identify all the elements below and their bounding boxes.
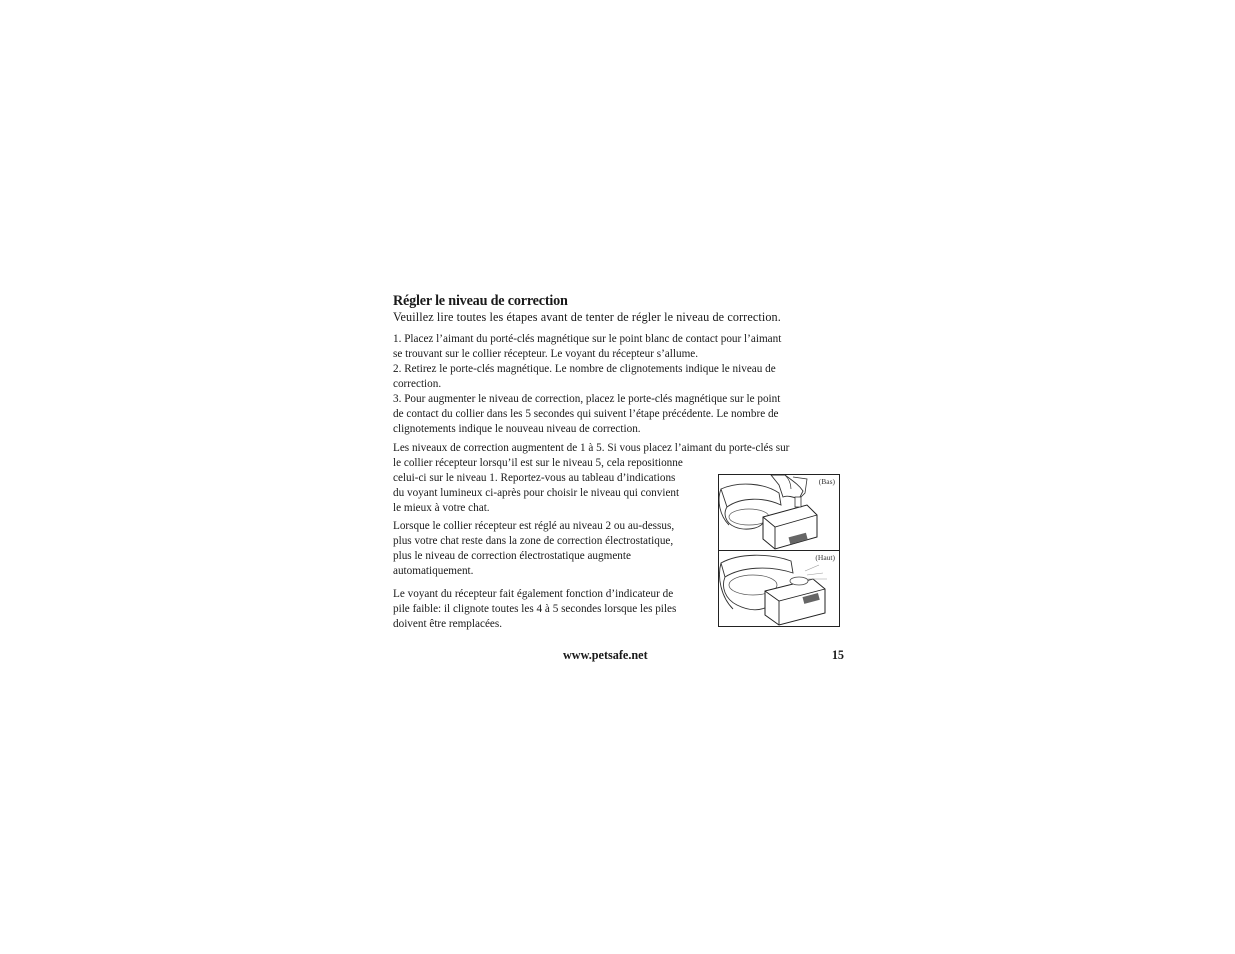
footer-website: www.petsafe.net xyxy=(563,648,648,662)
collar-receiver-drawing xyxy=(719,475,839,550)
paragraph-line: le collier récepteur lorsqu’il est sur le niveau 5, cela repositionne xyxy=(393,457,683,469)
paragraph-line: Lorsque le collier récepteur est réglé au niveau 2 ou au-dessus, xyxy=(393,520,675,532)
top-view-label: (Haut) xyxy=(815,553,835,562)
step-3-line-1: 3. Pour augmenter le niveau de correction, placez le porte-clés magnétique sur le point xyxy=(393,393,781,405)
collar-figure-top-view xyxy=(719,551,839,626)
step-3-line-2: de contact du collier dans les 5 secondes qui suivent l’étape précédente. Le nombre de xyxy=(393,408,779,420)
collar-illustration xyxy=(718,474,840,627)
paragraph-line: le mieux à votre chat. xyxy=(393,502,490,514)
section-intro: Veuillez lire toutes les étapes avant de tenter de régler le niveau de correction. xyxy=(393,310,781,324)
bottom-view-label: (Bas) xyxy=(818,477,835,486)
step-1-line-2: se trouvant sur le collier récepteur. Le voyant du récepteur s’allume. xyxy=(393,348,699,360)
paragraph-line: automatiquement. xyxy=(393,565,474,577)
paragraph-line: Les niveaux de correction augmentent de 1 à 5. Si vous placez l’aimant du porte-clés sur xyxy=(393,442,790,454)
paragraph-line: celui-ci sur le niveau 1. Reportez-vous au tableau d’indications xyxy=(393,472,676,484)
collar-receiver-drawing xyxy=(719,551,839,626)
step-1-line-1: 1. Placez l’aimant du porté-clés magnétique sur le point blanc de contact pour l’aimant xyxy=(393,333,782,345)
battery-paragraph xyxy=(393,587,676,632)
list-item xyxy=(393,332,845,362)
manual-page xyxy=(393,293,845,673)
collar-figure-bottom-view xyxy=(719,475,839,551)
paragraph-line: plus le niveau de correction électrostatique augmente xyxy=(393,550,631,562)
paragraph-line: plus votre chat reste dans la zone de correction électrostatique, xyxy=(393,535,674,547)
auto-increase-paragraph xyxy=(393,519,674,579)
paragraph-line: pile faible: il clignote toutes les 4 à 5 secondes lorsque les piles xyxy=(393,603,677,615)
step-3-line-3: clignotements indique le nouveau niveau de correction. xyxy=(393,423,641,435)
section-title: Régler le niveau de correction xyxy=(393,293,568,309)
paragraph-line: Le voyant du récepteur fait également fonction d’indicateur de xyxy=(393,588,674,600)
list-item xyxy=(393,362,845,392)
paragraph-line: du voyant lumineux ci-après pour choisir le niveau qui convient xyxy=(393,487,680,499)
list-item xyxy=(393,392,845,437)
paragraph-line: doivent être remplacées. xyxy=(393,618,503,630)
page-number: 15 xyxy=(831,648,844,662)
step-2-line-1: 2. Retirez le porte-clés magnétique. Le nombre de clignotements indique le niveau de xyxy=(393,363,776,375)
steps-list xyxy=(393,332,845,437)
step-2-line-2: correction. xyxy=(393,378,442,390)
